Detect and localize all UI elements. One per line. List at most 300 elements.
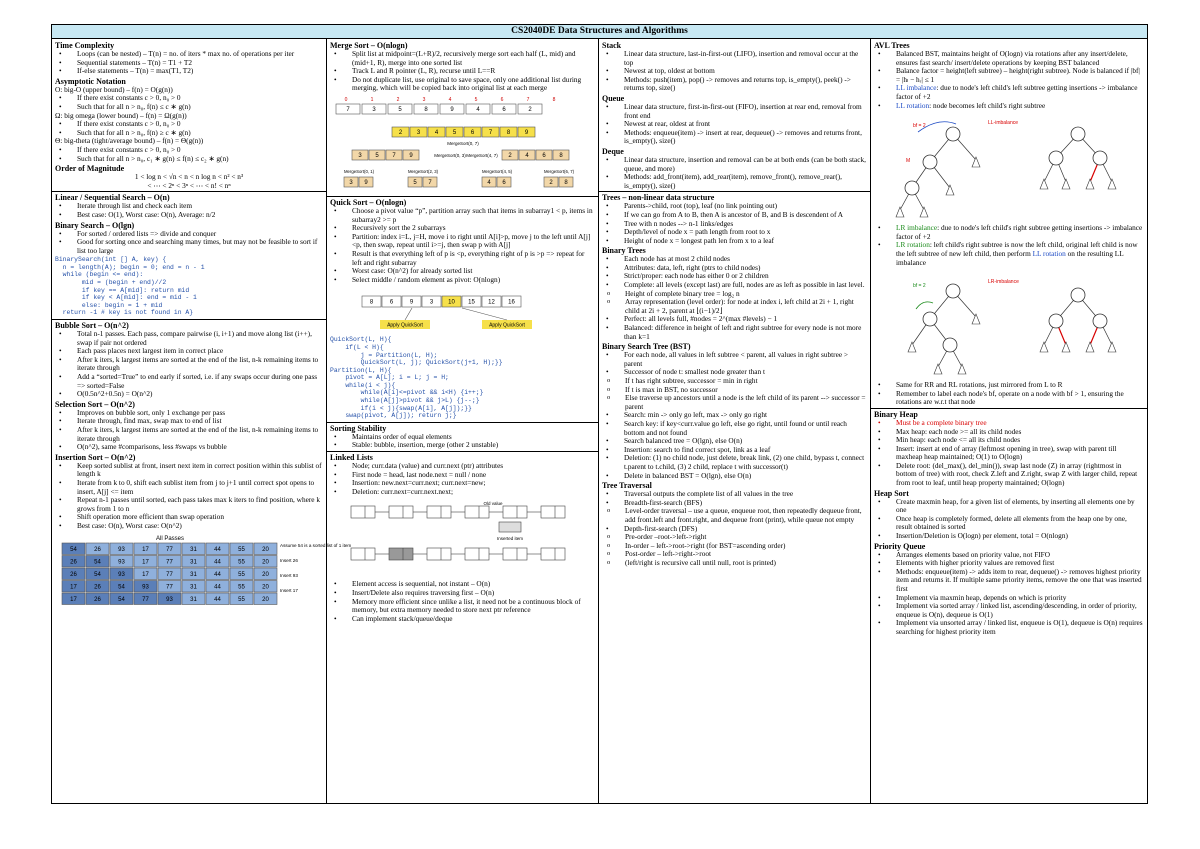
merge-midr-text: 4 xyxy=(524,152,529,159)
list-item: • Same for RR and RL rotations, just mirrored from L to R xyxy=(885,381,1144,390)
list-bst-2 xyxy=(602,411,867,480)
list-item: • Implement via maxmin heap, depends on which is priority xyxy=(885,594,1144,603)
heading-binary-search: Binary Search – O(lgn) xyxy=(55,220,135,230)
list-item: • Node; curr.data (value) and curr.next (ptr) attributes xyxy=(341,462,595,471)
list-item: • Can implement stack/queue/deque xyxy=(341,615,595,624)
list-item: • Split list at midpoint=(L+R)/2, recursively merge sort each half (L, mid) and (mid+1, R), merge into one sorted list xyxy=(341,50,595,67)
list-bst xyxy=(602,351,867,377)
list-item: • Successor of node t: smallest node greater than t xyxy=(613,368,867,377)
list-item: o Post-order – left->right->root xyxy=(614,550,867,559)
list-trees xyxy=(602,202,867,245)
list-item: o Height of complete binary tree = log₂ n xyxy=(614,290,867,299)
heading-bst: Binary Search Tree (BST) xyxy=(602,342,691,352)
ins-cell-text: 26 xyxy=(94,596,101,603)
quick-arrow xyxy=(462,308,507,320)
ins-cell-text: 26 xyxy=(70,571,77,578)
list-item: • Remember to label each node's bf, operate on a node with bf > 1, ensuring the rotations are w.r.t that node xyxy=(885,390,1144,407)
merge-low-text: 8 xyxy=(563,179,568,186)
list-item: • Such that for all n > n₀, f(n) ≥ c ∗ g(n) xyxy=(66,129,323,138)
ins-cell-text: 17 xyxy=(142,546,149,553)
list-item: • Iterate through list and check each item xyxy=(66,202,323,211)
avl1-subtree xyxy=(946,185,954,195)
ins-cell-text: 44 xyxy=(214,571,221,578)
quick-cell-text: 15 xyxy=(467,299,475,306)
column-4 xyxy=(871,39,1147,803)
merge-index: 1 xyxy=(370,96,373,103)
list-avl-2 xyxy=(874,381,1144,407)
list-item: • O(0.5n^2+0.5n) = O(n^2) xyxy=(66,390,323,399)
heading-order: Order of Magnitude xyxy=(55,164,125,174)
avl1r-node xyxy=(1071,127,1085,141)
ins-cell-text: 31 xyxy=(190,571,197,578)
merge-label: MergeSort(6, 7) xyxy=(543,168,574,174)
ll-rotation-label: LL rotation xyxy=(896,100,930,110)
ins-cell-text: 55 xyxy=(238,596,245,603)
ins-cell-text: 54 xyxy=(94,571,101,578)
merge-index: 0 xyxy=(344,96,347,103)
list-item: • Keep sorted sublist at front, insert next item in correct position within this sublist of length k xyxy=(66,462,323,479)
avl1r-node xyxy=(1049,151,1063,165)
lr-imbalance-label: LR imbalance xyxy=(896,223,938,233)
ins-cell-text: 93 xyxy=(142,583,149,590)
list-item: • Insert/Delete also requires traversing first – O(n) xyxy=(341,589,595,598)
merge-index: 3 xyxy=(422,96,425,103)
list-binary-search xyxy=(55,230,323,256)
list-item: • Methods: add_front(item), add_rear(item), remove_front(), remove_rear(), is_empty(), size() xyxy=(613,173,867,190)
merge-midl-text: 5 xyxy=(374,152,379,159)
column-3 xyxy=(599,39,871,803)
lr-rotation-text: : left child's right subtree is now the left child, original left child is now the left subtree of new left child, then perform xyxy=(896,240,1138,258)
list-item: • Insertion: new.next=curr.next; curr.next=new; xyxy=(341,479,595,488)
avl1r-subtree xyxy=(1108,179,1116,189)
lr-rotation-label: LR rotation xyxy=(896,240,930,250)
list-bfs-sub xyxy=(602,507,867,524)
merge-merged-text: 3 xyxy=(416,129,420,136)
list-item: • Insertion: search to find correct spot, link as a leaf xyxy=(613,446,867,455)
avl1-subtree xyxy=(972,157,980,167)
merge-midl-text: 9 xyxy=(408,152,413,159)
quick-arrow xyxy=(405,308,412,320)
quick-cell-text: 16 xyxy=(507,299,515,306)
linked-list-figure xyxy=(343,498,583,578)
list-item: • Deletion: curr.next=curr.next.next; xyxy=(341,488,595,497)
merge-top-text: 5 xyxy=(397,106,402,113)
merge-low-text: 9 xyxy=(363,179,368,186)
list-item: • Deletion: (1) no child node, just delete, break link, (2) one child, bypass t, connect t.parent to t.child, (3) 2 child, replace t with successor(t) xyxy=(613,454,867,471)
ins-note: Assume 54 is a sorted list of 1 item xyxy=(280,542,352,548)
list-item: • After k iters, k largest items are sorted at the end of the list, n-k remaining items to iterate through xyxy=(66,426,323,443)
section-merge xyxy=(327,41,598,197)
list-item: • Stable: bubble, insertion, merge (other 2 unstable) xyxy=(341,441,595,450)
ins-cell-text: 20 xyxy=(262,583,269,590)
list-item: • Implement via unsorted array / linked list, enqueue is O(1), dequeue is O(n) requires searching for highest priority item xyxy=(885,619,1144,636)
list-item: • Search balanced tree = O(lgn), else O(n) xyxy=(613,437,867,446)
merge-label: MergeSort(0, 7) xyxy=(446,140,479,146)
ins-cell-text: 77 xyxy=(166,571,173,578)
lr-imbalance-text: : due to node's left child's right subtree getting insertions -> imbalance factor of +2 xyxy=(896,223,1143,241)
list-item: o Array representation (level order): for node at index i, left child at 2i + 1, right child at 2i + 2, parent at ⌊(i−1)/2⌋ xyxy=(614,298,867,315)
cheatsheet xyxy=(51,24,1148,804)
list-item: • Parents->child, root (top), leaf (no link pointing out) xyxy=(613,202,867,211)
list-item: • Depth/level of node x = path length from root to x xyxy=(613,228,867,237)
avl2-subtree xyxy=(934,364,942,374)
list-binary-trees xyxy=(602,255,867,289)
ins-cell-text: 44 xyxy=(214,558,221,565)
list-item: • Methods: enqueue(item) -> adds item to rear, dequeue() -> removes highest priority item and returns it. If multiple same priority items, remove the one that was inserted first xyxy=(885,568,1144,594)
list-item: • Newest at rear, oldest at front xyxy=(613,120,867,129)
list-item: • Maintains order of equal elements xyxy=(341,433,595,442)
list-avl xyxy=(874,50,1144,84)
merge-label: MergeSort(4, 7) xyxy=(465,152,498,158)
list-item: • If we can go from A to B, then A is ancestor of B, and B is descendent of A xyxy=(613,211,867,220)
avl1-node xyxy=(946,127,960,141)
heading-merge: Merge Sort – O(nlogn) xyxy=(330,41,408,50)
list-item: o If t is max in BST, no successor xyxy=(614,386,867,395)
list-item: • Balance factor = height(left subtree) – height(right subtree). Node is balanced if |bf| = |hₗ − hᵣ| ≤ 1 xyxy=(885,67,1144,84)
list-binary-trees-2 xyxy=(602,315,867,341)
merge-low-text: 5 xyxy=(412,179,417,186)
section-quick xyxy=(327,198,598,423)
ins-cell-text: 17 xyxy=(142,558,149,565)
section-avl xyxy=(871,41,1147,409)
merge-top-text: 4 xyxy=(475,106,480,113)
heading-linear-search: Linear / Sequential Search – O(n) xyxy=(55,193,170,203)
list-item: • Recursively sort the 2 subarrays xyxy=(341,224,595,233)
ins-cell-text: 54 xyxy=(118,596,125,603)
ins-cell-text: 93 xyxy=(118,546,125,553)
list-item: • Track L and R pointer (L, R), recurse until L==R xyxy=(341,67,595,76)
ins-cell-text: 31 xyxy=(190,546,197,553)
list-item: • For each node, all values in left subtree < parent, all values in right subtree > parent xyxy=(613,351,867,368)
list-item: • Memory more efficient since unlike a list, it need not be a continuous block of memory, but extra memory needed to store next ptr reference xyxy=(341,598,595,615)
ll-tag: LL-imbalance xyxy=(988,120,1019,127)
list-item: • Balanced: difference in height of left and right subtree for every node is not more than k=1 xyxy=(613,324,867,341)
list-item: • Linear data structure, insertion and removal can be at both ends (can be both stack, queue, and more) xyxy=(613,156,867,173)
list-dfs-sub xyxy=(602,533,867,567)
list-item: • Search: min -> only go left, max -> only go right xyxy=(613,411,867,420)
list-item: • Partition: index i=L, j=H, move i to right until A[i]>p, move j to the left until A[j]<p, then swap, repeat until i>=j, then swap p with A[j] xyxy=(341,233,595,250)
list-item: • Select middle / random element as pivot: O(nlogn) xyxy=(341,276,595,285)
heading-linked: Linked Lists xyxy=(330,453,373,463)
heading-avl: AVL Trees xyxy=(874,41,910,50)
ins-cell-text: 93 xyxy=(166,596,173,603)
merge-label: MergeSort(2, 3) xyxy=(407,168,438,174)
ins-cell-text: 26 xyxy=(94,546,101,553)
list-item: • Loops (can be nested) – T(n) = no. of iters * max no. of operations per iter xyxy=(66,50,323,59)
apply-right: Apply QuickSort xyxy=(488,322,525,329)
list-linked-2 xyxy=(330,580,595,623)
ll-inserted: Inserted item xyxy=(496,536,523,542)
rotation-arrow xyxy=(916,302,933,309)
list-item: • Result is that everything left of p is <p, everything right of p is >p => repeat for left and right subarray xyxy=(341,250,595,267)
list-item: • Balanced BST, maintains height of O(logn) via rotations after any insert/delete, ensures fast search/ insert/delete operations by keeping BST balanced xyxy=(885,50,1144,67)
ll-node xyxy=(351,506,375,518)
list-item: • Min heap: each node <= all its child nodes xyxy=(885,436,1144,445)
list-item: o If t has right subtree, successor = min in right xyxy=(614,377,867,386)
list-bubble xyxy=(55,330,323,399)
heading-stack: Stack xyxy=(602,41,622,50)
merge-merged-text: 2 xyxy=(398,129,402,136)
theta-line: Θ: big-theta (tight/average bound) – f(n) = Θ(g(n)) xyxy=(55,136,204,146)
list-item: • Traversal outputs the complete list of all values in the tree xyxy=(613,490,867,499)
heading-bubble: Bubble Sort – O(n^2) xyxy=(55,321,129,331)
ll-imbalance-text: : due to node's left child's left subtree getting insertions -> imbalance factor of +2 xyxy=(896,83,1138,101)
ins-note: Insert 26 xyxy=(280,557,298,563)
list-item: • Repeat n-1 passes until sorted, each pass takes max k iters to find position, where k grows from 1 to n xyxy=(66,496,323,513)
avl1r-node xyxy=(1093,151,1107,165)
ll-node xyxy=(427,548,451,560)
quick-cell-text: 12 xyxy=(487,299,495,306)
merge-index: 7 xyxy=(526,96,529,103)
apply-left: Apply QuickSort xyxy=(386,322,423,329)
section-search xyxy=(52,193,326,320)
heading-deque: Deque xyxy=(602,146,624,156)
avl1-subtree xyxy=(920,207,928,217)
list-item: • Insertion/Deletion is O(logn) per element, total = O(nlogn) xyxy=(885,532,1144,541)
list-item: • Shift operation more efficient than swap operation xyxy=(66,513,323,522)
list-item: • Perfect: all levels full, #nodes = 2^(max #levels) − 1 xyxy=(613,315,867,324)
ins-cell-text: 54 xyxy=(118,583,125,590)
merge-low-text: 6 xyxy=(501,179,506,186)
list-item: • After k iters, k largest items are sorted at the end of the list, n-k remaining items to iterate through xyxy=(66,356,323,373)
list-deque xyxy=(602,156,867,190)
ll-node xyxy=(465,548,489,560)
column-2 xyxy=(327,39,599,803)
quick-cell-text: 8 xyxy=(369,299,373,306)
merge-midr-text: 6 xyxy=(541,152,546,159)
heading-binary-trees: Binary Trees xyxy=(602,246,646,256)
list-item: • Delete root: (del_max(), del_min()), swap last node (Z) in array (rightmost in bottom of tree) with root, check Z.left and Z.right, swap Z with larger child, repeat from root to leaf, until heap property maintained; O(logn) xyxy=(885,462,1144,488)
list-item: • Complete: all levels (except last) are full, nodes are as left as possible in last level. xyxy=(613,281,867,290)
list-item: • If there exist constants c > 0, n₀ > 0 xyxy=(66,94,323,103)
list-item: • Search key: if key<curr.value go left, else go right, until found or until reach bottom and not found xyxy=(613,420,867,437)
avl2r-node xyxy=(1049,314,1063,328)
heading-pq: Priority Queue xyxy=(874,541,926,551)
avl2-node xyxy=(946,284,960,298)
heading-selection: Selection Sort – O(n^2) xyxy=(55,399,135,409)
list-heap xyxy=(874,428,1144,488)
avl1r-subtree xyxy=(1040,179,1048,189)
ll-node xyxy=(541,506,565,518)
list-item: • Each pass places next largest item in correct place xyxy=(66,347,323,356)
avl1-subtree xyxy=(896,207,904,217)
merge-top-text: 2 xyxy=(527,106,532,113)
merge-midl-text: 3 xyxy=(357,152,362,159)
merge-merged-text: 6 xyxy=(470,129,474,136)
ins-cell-text: 44 xyxy=(214,596,221,603)
quick-cell-text: 10 xyxy=(447,299,455,306)
ll-node xyxy=(427,506,451,518)
merge-merged-text: 5 xyxy=(452,129,456,136)
merge-index: 2 xyxy=(396,96,399,103)
quick-cell-text: 3 xyxy=(429,299,433,306)
ll-node xyxy=(541,548,565,560)
list-omega xyxy=(55,120,323,137)
list-item: • Element access is sequential, not instant – O(n) xyxy=(341,580,595,589)
list-item: • Good for sorting once and searching many times, but may not be feasible to sort if list too large xyxy=(66,238,323,255)
merge-sort-figure xyxy=(332,95,594,193)
list-item: • Methods: enqueue(item) -> insert at rear, dequeue() -> removes and returns front, is_empty(), size() xyxy=(613,129,867,146)
m-tag: M xyxy=(906,158,911,165)
ins-cell-text: 31 xyxy=(190,583,197,590)
ins-cell-text: 20 xyxy=(262,546,269,553)
list-item: • Arranges elements based on priority value, not FIFO xyxy=(885,551,1144,560)
merge-merged-text: 7 xyxy=(488,129,492,136)
avl2-node xyxy=(923,312,937,326)
merge-midr-text: 2 xyxy=(507,152,512,159)
merge-index: 6 xyxy=(500,96,503,103)
section-linked xyxy=(327,453,598,624)
merge-label: MergeSort(0, 3) xyxy=(433,152,466,158)
list-item: • O(n^2), same #comparisons, less #swaps vs bubble xyxy=(66,443,323,452)
ins-cell-text: 55 xyxy=(238,558,245,565)
list-avl-lr xyxy=(874,224,1144,267)
heading-trees: Trees – non-linear data structure xyxy=(602,193,715,203)
omega-line: Ω: big omega (lower bound) – f(n) = Ω(g(n)) xyxy=(55,110,187,120)
list-item: • Improves on bubble sort, only 1 exchange per pass xyxy=(66,409,323,418)
ll-node xyxy=(389,548,413,560)
ins-cell-text: 17 xyxy=(70,596,77,603)
list-item: • If-else statements – T(n) = max(T1, T2) xyxy=(66,67,323,76)
list-item: • For sorted / ordered lists => divide and conquer xyxy=(66,230,323,239)
list-item: • Best case: O(n), Worst case: O(n^2) xyxy=(66,522,323,531)
list-stability xyxy=(330,433,595,450)
merge-low-text: 3 xyxy=(348,179,353,186)
list-item: • Do not duplicate list, use original to save space, only one additional list during merging, which will be copied back into original list at each merge xyxy=(341,76,595,93)
list-item: o (left/right is recursive call until null, root is printed) xyxy=(614,559,867,568)
merge-midl-text: 7 xyxy=(391,152,396,159)
list-linked xyxy=(330,462,595,496)
merge-low-text: 7 xyxy=(427,179,432,186)
list-item: • Choose a pivot value “p”, partition array such that items in subarray1 < p, items in subarray2 >= p xyxy=(341,207,595,224)
list-item: • Add a “sorted=True” to end early if sorted, i.e. if any swaps occur during one pass => sorted=False xyxy=(66,373,323,390)
list-item: o Else traverse up ancestors until a node is the left child of its parent --> successor = parent xyxy=(614,394,867,411)
ins-cell-text: 31 xyxy=(190,596,197,603)
ins-cell-text: 26 xyxy=(70,558,77,565)
bf-tag: bf = 2 xyxy=(913,283,926,290)
list-binary-trees-sub xyxy=(602,290,867,316)
heading-insertion: Insertion Sort – O(n^2) xyxy=(55,452,136,462)
heading-stability: Sorting Stability xyxy=(330,423,387,433)
list-item: • Create maxmin heap, for a given list of elements, by inserting all elements one by one xyxy=(885,498,1144,515)
ins-note: Insert 17 xyxy=(280,587,298,593)
merge-low-text: 2 xyxy=(548,179,553,186)
ll-imbalance-label: LL imbalance xyxy=(896,83,937,93)
heading-asymptotic: Asymptotic Notation xyxy=(55,76,126,86)
list-item: • Linear data structure, first-in-first-out (FIFO), insertion at rear end, removal from front end xyxy=(613,103,867,120)
ll-node xyxy=(465,506,489,518)
columns xyxy=(52,39,1147,803)
list-item: • Height of node x = longest path len from x to a leaf xyxy=(613,237,867,246)
order-line-1: 1 < log n < √n < n < n log n < n² < n³ xyxy=(134,172,244,182)
merge-index: 8 xyxy=(552,96,555,103)
list-pq xyxy=(874,551,1144,637)
list-stack xyxy=(602,50,867,93)
merge-index: 5 xyxy=(474,96,477,103)
avl-lr-rotation xyxy=(885,241,1144,267)
avl1r-subtree xyxy=(1086,179,1094,189)
merge-top-text: 9 xyxy=(449,106,454,113)
ll-node xyxy=(503,548,527,560)
ins-cell-text: 44 xyxy=(214,583,221,590)
list-item: • If there exist constants c > 0, n₀ > 0 xyxy=(66,120,323,129)
merge-top-text: 7 xyxy=(345,106,350,113)
ins-cell-text: 54 xyxy=(70,546,77,553)
quick-sort-figure xyxy=(332,286,594,334)
insertion-sort-figure xyxy=(58,533,352,607)
list-item: • Such that for all n > n₀, c₁ ∗ g(n) ≤ f(n) ≤ c₂ ∗ g(n) xyxy=(66,155,323,164)
ins-cell-text: 20 xyxy=(262,558,269,565)
avl1r-subtree xyxy=(1062,179,1070,189)
list-heapsort xyxy=(874,498,1144,541)
heading-queue: Queue xyxy=(602,93,625,103)
avl-ll-figure xyxy=(878,112,1140,222)
list-item: • Sequential statements – T(n) = T1 + T2 xyxy=(66,59,323,68)
list-item: • Insert: insert at end of array (leftmost opening in tree), swap with parent till maxheap heap maintained; O(1) to O(logn) xyxy=(885,445,1144,462)
ins-cell-text: 77 xyxy=(166,546,173,553)
list-item: • First node = head, last node.next = null / none xyxy=(341,471,595,480)
avl1-node xyxy=(923,155,937,169)
order-line-2: < ⋯ < 2ⁿ < 3ⁿ < ⋯ < n! < nⁿ xyxy=(147,180,231,190)
ll-rotation-text: : node becomes left child's right subtree xyxy=(929,100,1046,110)
list-item: o In-order – left->root->right (for BST=ascending order) xyxy=(614,542,867,551)
list-item: o Pre-order –root->left->right xyxy=(614,533,867,542)
heap-complete-rule: • Must be a complete binary tree xyxy=(885,419,1144,428)
merge-merged-text: 8 xyxy=(506,129,510,136)
ins-cell-text: 17 xyxy=(70,583,77,590)
avl2-subtree xyxy=(972,314,980,324)
ins-cell-text: 77 xyxy=(166,583,173,590)
list-item: • Breadth-first-search (BFS) xyxy=(613,499,867,508)
ins-cell-text: 93 xyxy=(118,571,125,578)
avl2r-node xyxy=(1093,314,1107,328)
avl2-subtree xyxy=(908,342,916,352)
list-item: • If there exist constants c > 0, n₀ > 0 xyxy=(66,146,323,155)
ins-cell-text: 20 xyxy=(262,596,269,603)
avl2r-subtree xyxy=(1062,342,1070,352)
list-item: • Once heap is completely formed, delete all elements from the heap one by one, result obtained is sorted xyxy=(885,515,1144,532)
list-traversal xyxy=(602,490,867,507)
list-item: • Iterate through, find max, swap max to end of list xyxy=(66,417,323,426)
lr-rotation-link: LL rotation xyxy=(1032,248,1066,258)
ins-cell-text: 44 xyxy=(214,546,221,553)
ins-cell-text: 54 xyxy=(94,558,101,565)
heading-time-complexity: Time Complexity xyxy=(55,41,115,50)
ins-cell-text: 77 xyxy=(142,596,149,603)
list-time-complexity xyxy=(55,50,323,76)
merge-label: MergeSort(0, 1) xyxy=(343,168,374,174)
ins-cell-text: 77 xyxy=(166,558,173,565)
list-item: • Depth-first-search (DFS) xyxy=(613,525,867,534)
merge-midr-text: 8 xyxy=(558,152,563,159)
list-selection xyxy=(55,409,323,452)
merge-merged-text: 4 xyxy=(434,129,438,136)
section-stability xyxy=(327,424,598,452)
ins-cell-text: 93 xyxy=(118,558,125,565)
list-item: • Each node has at most 2 child nodes xyxy=(613,255,867,264)
avl2r-subtree xyxy=(1086,342,1094,352)
avl2r-node xyxy=(1071,288,1085,302)
list-insertion xyxy=(55,462,323,531)
heading-heap: Binary Heap xyxy=(874,409,918,419)
heading-quick: Quick Sort – O(nlogn) xyxy=(330,197,407,207)
merge-top-text: 6 xyxy=(501,106,506,113)
heading-heapsort: Heap Sort xyxy=(874,488,909,498)
merge-low-text: 4 xyxy=(486,179,491,186)
list-linear-search xyxy=(55,202,323,219)
list-item: • Max heap: each node >= all its child nodes xyxy=(885,428,1144,437)
list-item: • Implement via sorted array / linked list, ascending/descending, in order of priority, enqueue is O(n), dequeue is O(1) xyxy=(885,602,1144,619)
